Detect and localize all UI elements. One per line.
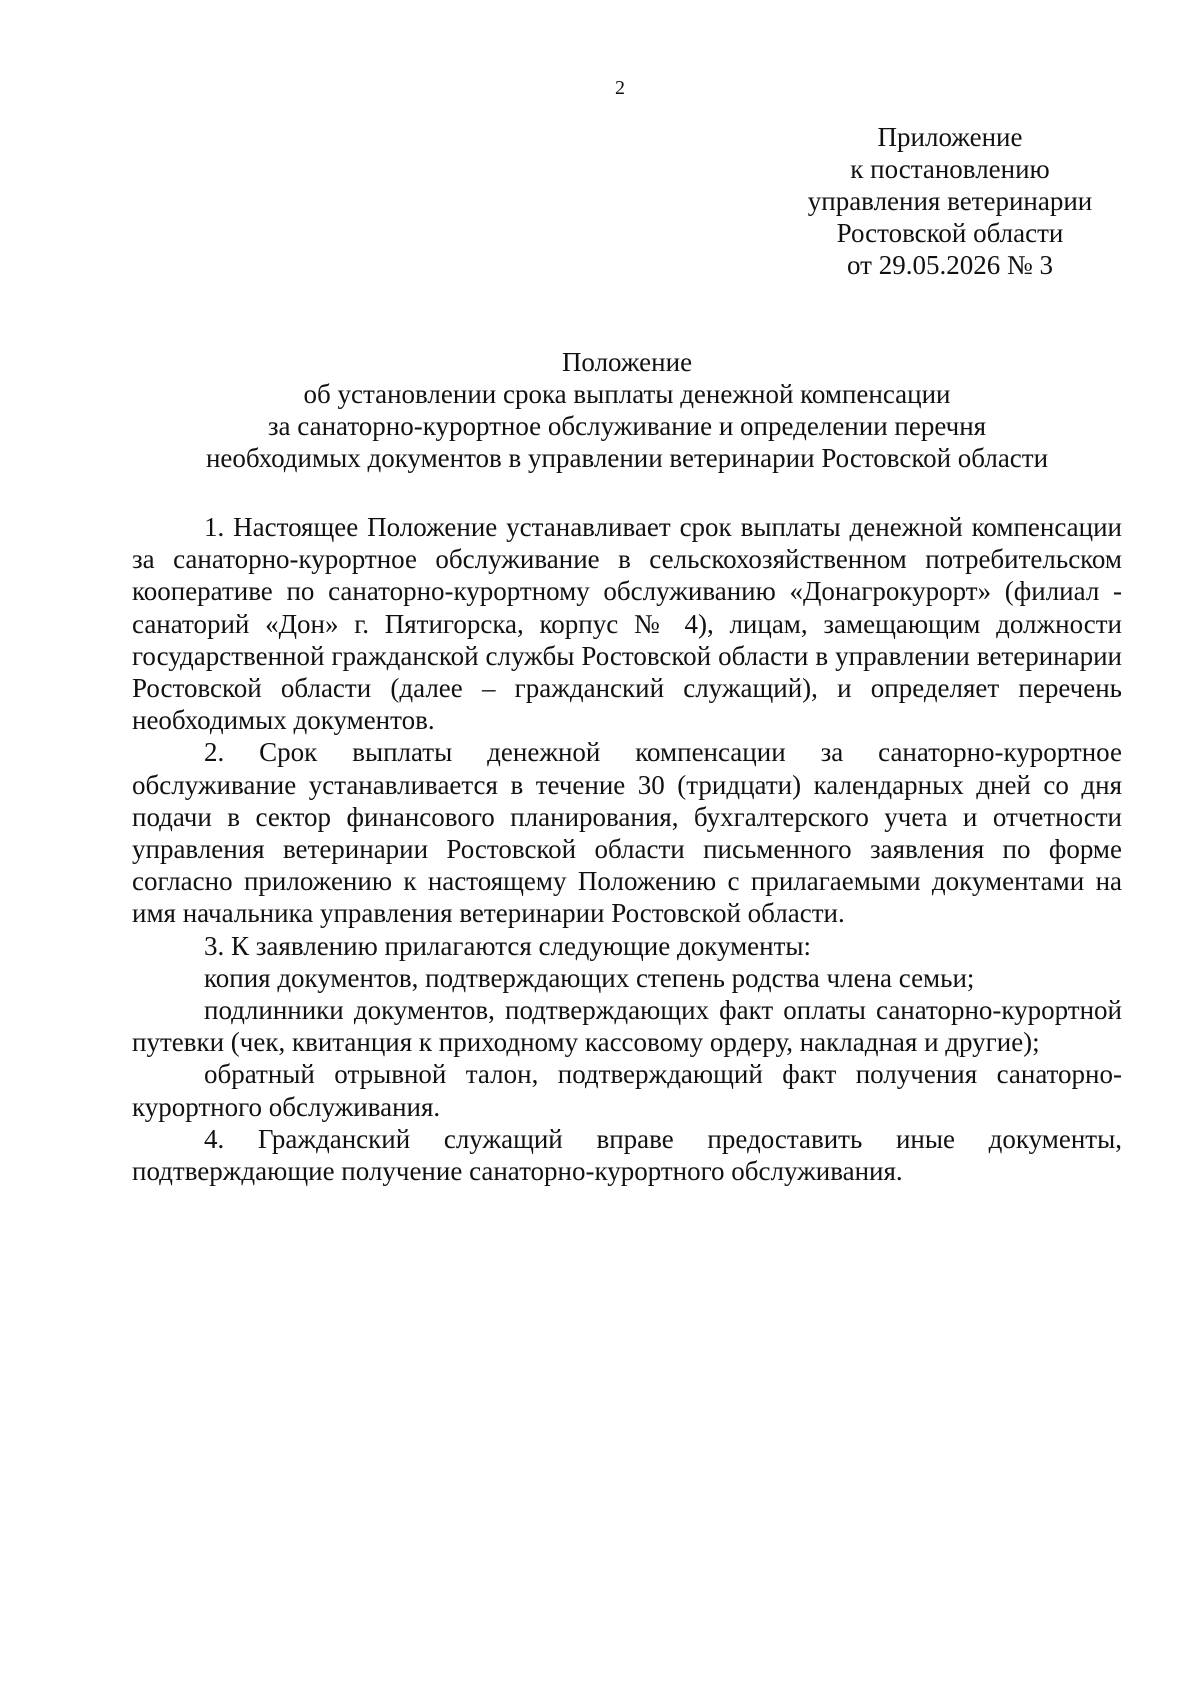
- title-heading: Положение: [561, 347, 693, 377]
- paragraph-2: 2. Срок выплаты денежной компенсации за санаторно-курортное обслуживание устанавливается в течение 30 (тридцати) календарных дней со дня подачи в сектор финансового планирования, бухгалтерского учета и отчетности управления ветеринарии Ростовской области письменного заявления по форме согласно приложению к настоящему Положению с прилагаемыми документами на имя начальника управления ветеринарии Ростовской области.: [132, 737, 1122, 929]
- paragraph-1: 1. Настоящее Положение устанавливает срок выплаты денежной компенсации за санаторно-курортное обслуживание в сельскохозяйственном потребительском кооперативе по санаторно-курортному обслуживанию «Донагрокурорт» (филиал - санаторий «Дон» г. Пятигорска, корпус № 4), лицам, замещающим должности государственной гражданской службы Ростовской области в управлении ветеринарии Ростовской области (далее – гражданский служащий), и определяет перечень необходимых документов.: [132, 512, 1122, 736]
- list-item-payment-docs: подлинники документов, подтверждающих факт оплаты санаторно-курортной путевки (чек, квитанция к приходному кассовому ордеру, накладная и другие);: [132, 995, 1122, 1058]
- appendix-line: Приложение: [877, 122, 1023, 152]
- list-item-family-docs: копия документов, подтверждающих степень родства члена семьи;: [204, 962, 975, 993]
- appendix-line: управления ветеринарии: [807, 186, 1093, 216]
- list-item-return-coupon: обратный отрывной талон, подтверждающий факт получения санаторно-курортного обслуживания.: [132, 1059, 1122, 1122]
- appendix-line: к постановлению: [850, 154, 1050, 184]
- title-line: об установлении срока выплаты денежной компенсации: [303, 379, 951, 409]
- title-line: за санаторно-курортное обслуживание и определении перечня: [267, 411, 987, 441]
- document-title: [132, 346, 1122, 474]
- appendix-line: Ростовской области: [836, 218, 1064, 248]
- appendix-line: от 29.05.2026 № 3: [847, 250, 1053, 280]
- paragraph-4: 4. Гражданский служащий вправе предоставить иные документы, подтверждающие получение санаторно-курортного обслуживания.: [132, 1123, 1122, 1187]
- title-line: необходимых документов в управлении ветеринарии Ростовской области: [205, 443, 1049, 473]
- appendix-header: [760, 121, 1140, 281]
- page-number: 2: [615, 77, 625, 99]
- document-body: [132, 511, 1122, 1187]
- paragraph-3: 3. К заявлению прилагаются следующие документы:: [204, 930, 812, 961]
